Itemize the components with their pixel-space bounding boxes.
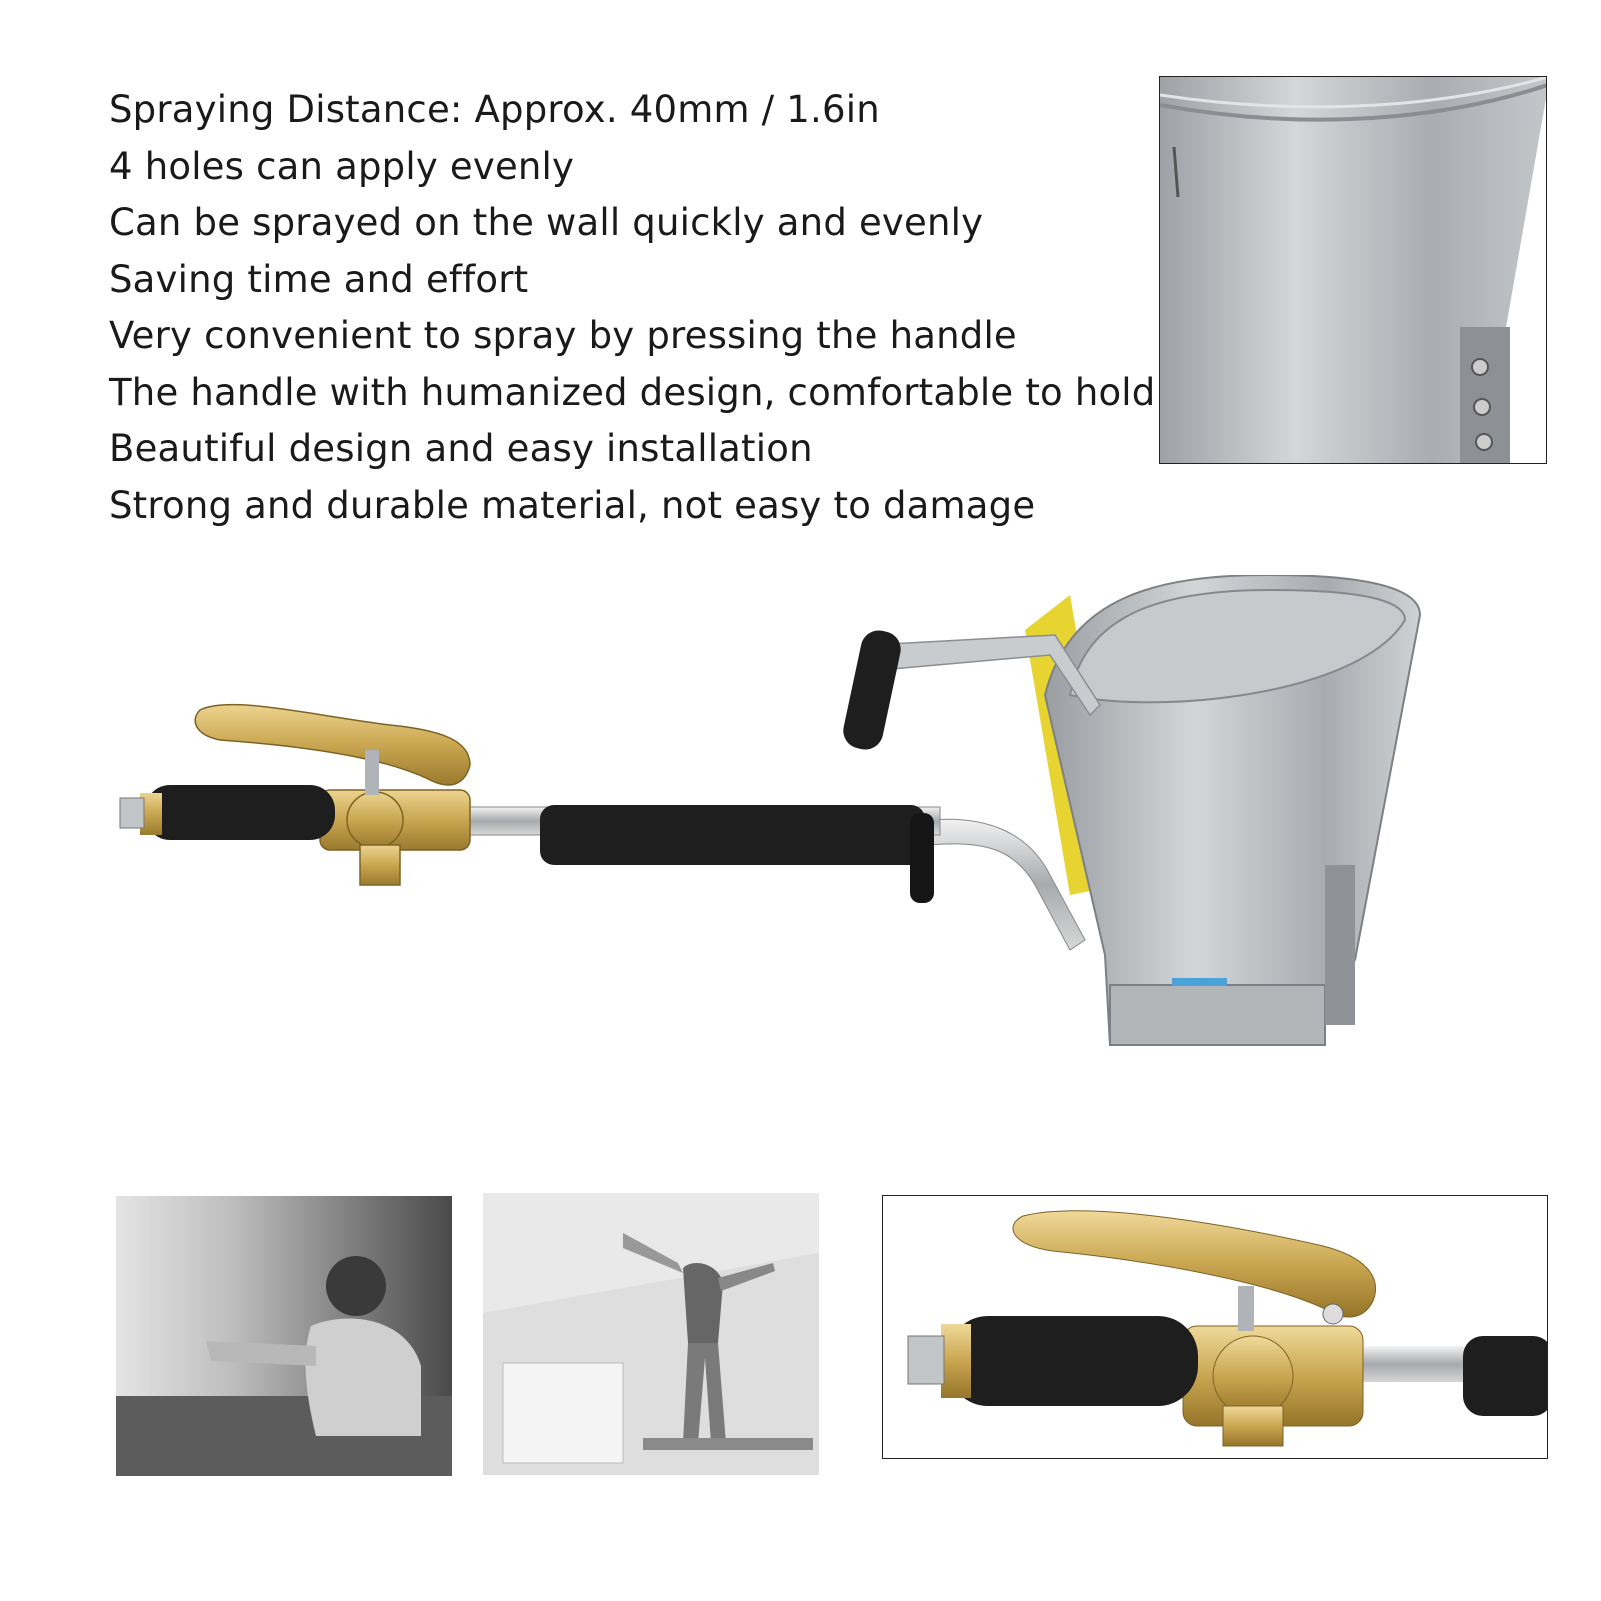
feature-item: Saving time and effort: [109, 257, 529, 301]
product-main-image: [110, 575, 1470, 1095]
main-handle-grip: [540, 805, 925, 865]
feature-item: 4 holes can apply evenly: [109, 144, 575, 188]
feature-item: Beautiful design and easy installation: [109, 427, 813, 470]
rear-grip: [145, 785, 335, 840]
feature-list: [109, 82, 1155, 534]
hopper-detail-image: [1160, 77, 1547, 464]
feature-item: Very convenient to spray by pressing the handle: [109, 314, 1017, 357]
usage-photo-ceiling: [483, 1193, 819, 1475]
feature-item: The handle with humanized design, comfortable to hold: [109, 370, 1156, 414]
spray-gun-illustration: [110, 575, 1470, 1095]
valve-detail-image: [883, 1196, 1548, 1459]
valve-detail-inset: [882, 1195, 1548, 1459]
trigger-lever: [195, 705, 470, 785]
usage-photo-wall: [116, 1196, 452, 1476]
top-grip: [840, 627, 904, 753]
feature-item: Strong and durable material, not easy to damage: [109, 483, 1036, 527]
hopper-detail-inset: [1159, 76, 1547, 464]
feature-item: Can be sprayed on the wall quickly and evenly: [109, 201, 984, 244]
feature-item: Spraying Distance: Approx. 40mm / 1.6in: [109, 88, 880, 131]
